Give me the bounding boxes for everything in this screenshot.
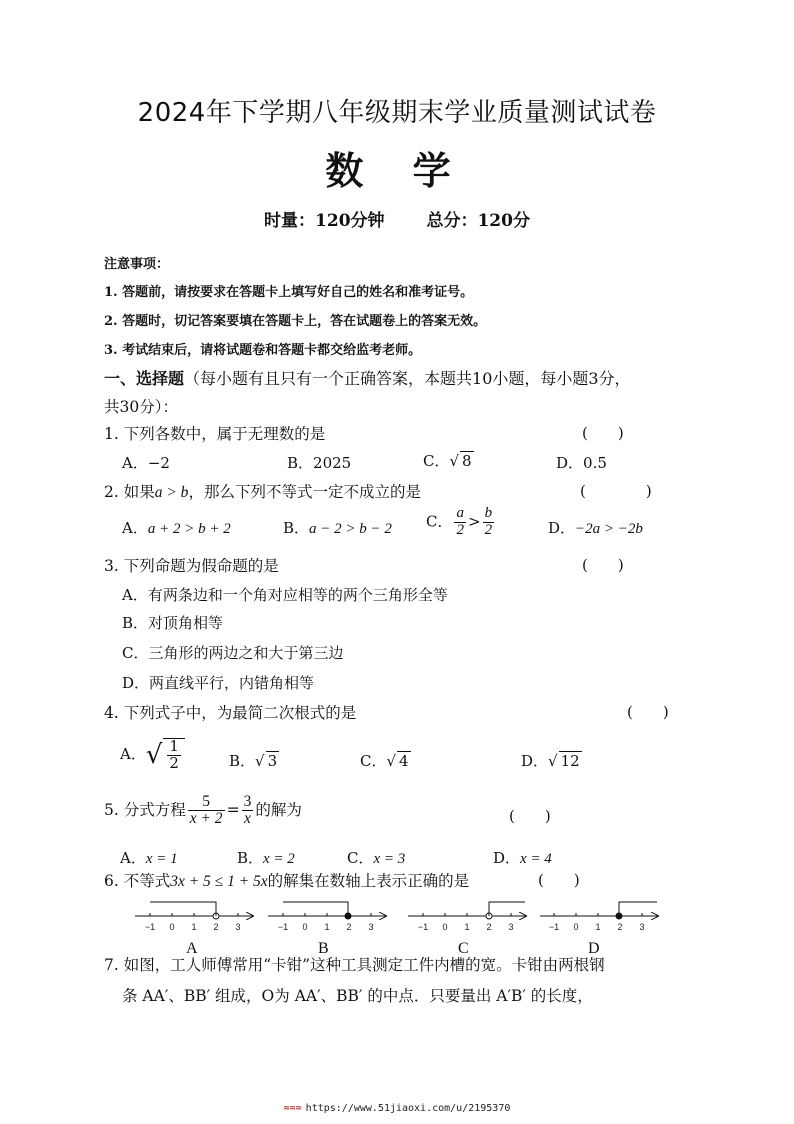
footer-watermark xyxy=(0,1103,794,1114)
tick-label-c: 1 xyxy=(464,922,470,932)
number-line-label-a: A xyxy=(186,940,198,957)
q5-option-a: A．x = 1 xyxy=(120,849,178,867)
tick-label-b: 2 xyxy=(346,922,352,932)
number-line-b xyxy=(268,902,386,919)
q2-option-d: D．−2a > −2b xyxy=(548,519,643,537)
q6-answer-paren: ( ) xyxy=(538,871,580,889)
tick-label-d: −1 xyxy=(548,922,560,932)
number-line-a xyxy=(135,902,253,919)
number-line-label-b: B xyxy=(318,940,329,957)
footer-url: https://www.51jiaoxi.com/u/2195370 xyxy=(305,1103,511,1114)
tick-label-d: 3 xyxy=(639,922,645,932)
tick-label-c: −1 xyxy=(417,922,429,932)
number-line-label-c: C xyxy=(458,940,469,957)
tick-label-a: 3 xyxy=(235,922,241,932)
q1-c-radicand: 8 xyxy=(462,452,472,470)
q3-option-a: A．有两条边和一个角对应相等的两个三角形全等 xyxy=(122,586,448,604)
tick-label-a: 1 xyxy=(191,922,197,932)
q3-option-d: D．两直线平行，内错角相等 xyxy=(122,674,315,692)
q4-option-c: C．√ 4 xyxy=(360,752,409,770)
exam-title: 2024年下学期八年级期末学业质量测试试卷 xyxy=(137,98,657,128)
tick-label-c: 2 xyxy=(486,922,492,932)
q5-option-d: D．x = 4 xyxy=(493,849,552,867)
tick-label-d: 2 xyxy=(617,922,623,932)
q6-stem: 6. 不等式3x + 5 ≤ 1 + 5x的解集在数轴上表示正确的是 xyxy=(104,872,470,890)
notice-item-3: 3. 考试结束后，请将试题卷和答题卡都交给监考老师。 xyxy=(104,343,422,358)
q6-number-lines xyxy=(0,892,794,960)
q2-stem: 2. 如果a > b，那么下列不等式一定不成立的是 xyxy=(104,483,421,501)
notice-item-2: 2. 答题时，切记答案要填在答题卡上，答在试题卷上的答案无效。 xyxy=(104,314,487,329)
tick-label-b: 0 xyxy=(302,922,308,932)
q4-stem: 4. 下列式子中，为最简二次根式的是 xyxy=(104,704,357,722)
q4-option-d: D．√ 12 xyxy=(521,752,580,770)
q2-answer-paren: ( ) xyxy=(580,482,652,500)
tick-label-d: 0 xyxy=(573,922,579,932)
q1-answer-paren: ( ) xyxy=(582,424,624,442)
subject-title: 数 学 xyxy=(325,149,469,193)
tick-label-d: 1 xyxy=(595,922,601,932)
q3-answer-paren: ( ) xyxy=(582,556,624,574)
q1-option-a: A．−2 xyxy=(122,454,170,472)
tick-label-a: 0 xyxy=(169,922,175,932)
q5-stem: 5. 分式方程 $\frac{5}{x + 2}$ = $\frac{3}{x}$ 的解为 xyxy=(104,793,302,828)
tick-label-a: 2 xyxy=(213,922,219,932)
q1-option-d: D．0.5 xyxy=(556,454,607,472)
q3-option-b: B．对顶角相等 xyxy=(122,614,224,632)
q3-stem: 3. 下列命题为假命题的是 xyxy=(104,557,279,575)
total-score: 总分：120分 xyxy=(426,211,530,231)
tick-label-c: 3 xyxy=(508,922,514,932)
section-desc-cont: 共30分）： xyxy=(104,398,178,416)
number-line-c xyxy=(408,902,526,919)
section-desc: （每小题有且只有一个正确答案，本题共10小题，每小题3分， xyxy=(184,369,631,388)
exam-meta xyxy=(0,206,794,231)
q4-option-b: B．√ 3 xyxy=(229,752,278,770)
q1-option-c: C．√ 8 xyxy=(423,452,472,470)
q7-line-2: 条 AA′、BB′ 组成，O为 AA′、BB′ 的中点．只要量出 A′B′ 的长度， xyxy=(122,987,593,1005)
q4-answer-paren: ( ) xyxy=(627,703,669,721)
tick-label-b: 3 xyxy=(368,922,374,932)
q2-option-c: C． $\frac{a}{2}$ > $\frac{b}{2}$ xyxy=(426,505,493,538)
q2-option-a: A．a + 2 > b + 2 xyxy=(122,519,231,537)
q7-line-1: 7. 如图，工人师傅常用“卡钳”这种工具测定工件内槽的宽。卡钳由两根钢 xyxy=(104,956,605,974)
q5-option-b: B．x = 2 xyxy=(237,849,295,867)
q1-option-b: B．2025 xyxy=(287,454,352,472)
section-title: 一、选择题 xyxy=(104,369,185,388)
notice-item-1: 1. 答题前，请按要求在答题卡上填写好自己的姓名和准考证号。 xyxy=(104,285,474,300)
q5-answer-paren: ( ) xyxy=(509,807,551,825)
q3-option-c: C．三角形的两边之和大于第三边 xyxy=(122,644,344,662)
q2-option-b: B．a − 2 > b − 2 xyxy=(283,519,392,537)
number-line-label-d: D xyxy=(588,940,600,957)
notice-heading: 注意事项： xyxy=(104,257,170,272)
number-line-d xyxy=(540,902,658,919)
time-limit: 时量：120分钟 xyxy=(264,211,385,231)
footer-logo: ≈≈≈ xyxy=(283,1103,302,1114)
section-heading xyxy=(104,366,631,389)
q4-option-a: A．√ $\frac{1}{2}$ xyxy=(120,738,185,772)
q1-stem: 1. 下列各数中，属于无理数的是 xyxy=(104,425,326,443)
q5-option-c: C．x = 3 xyxy=(347,849,406,867)
tick-label-c: 0 xyxy=(442,922,448,932)
tick-label-a: −1 xyxy=(144,922,156,932)
tick-label-b: −1 xyxy=(277,922,289,932)
tick-label-b: 1 xyxy=(324,922,330,932)
